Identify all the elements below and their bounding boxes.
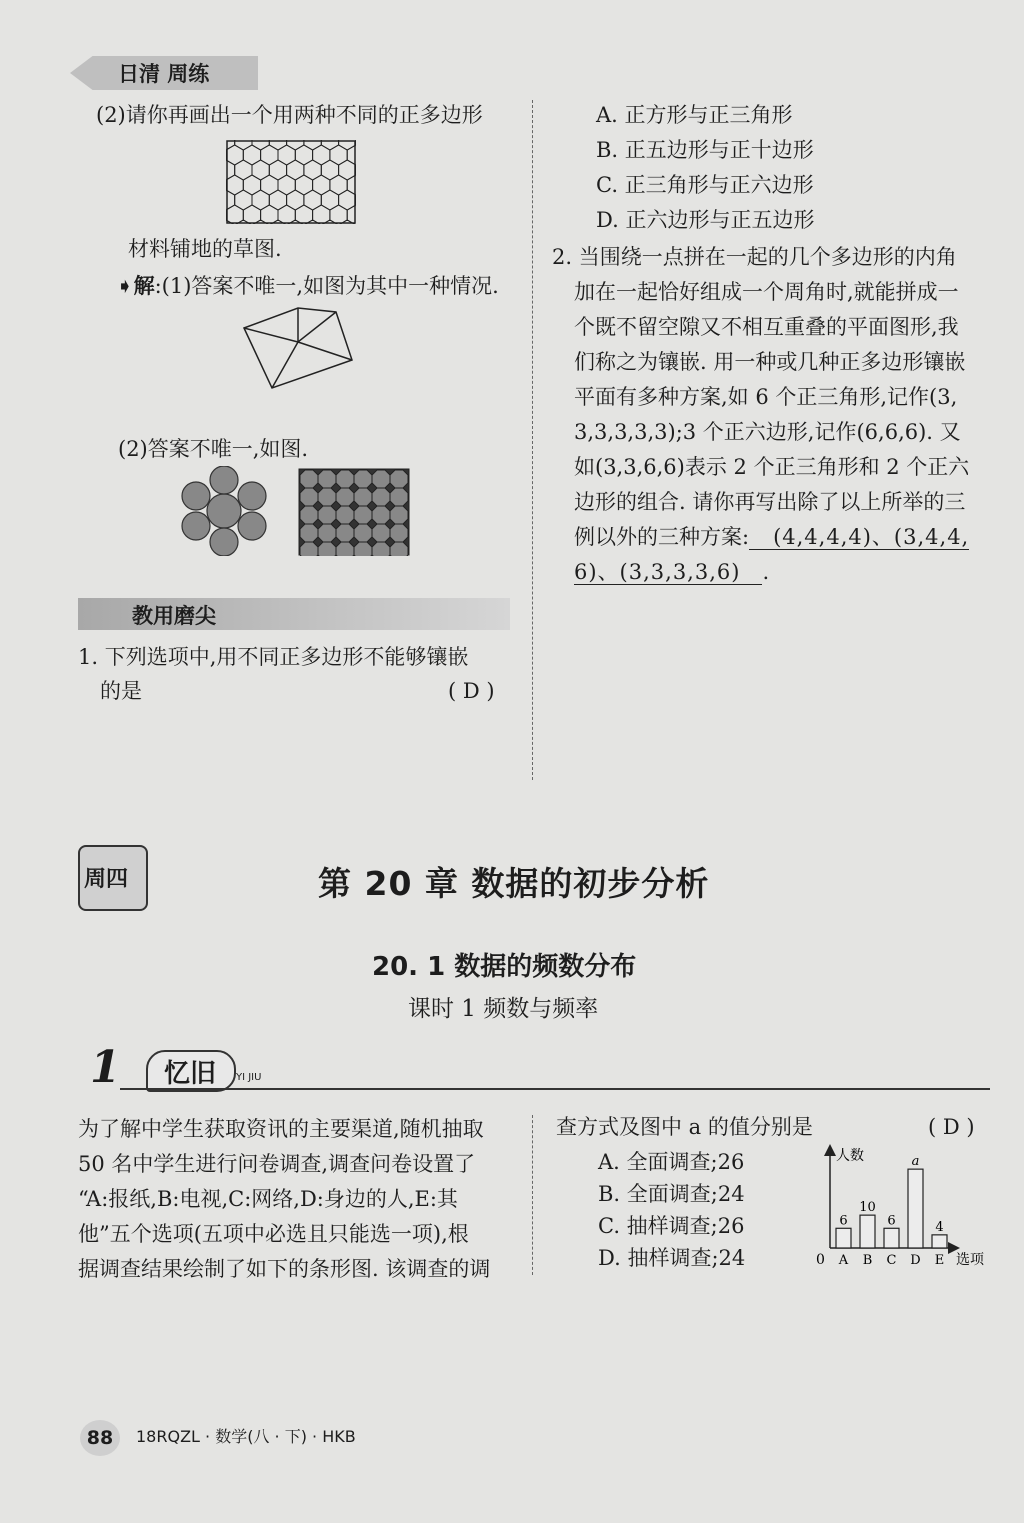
review-question-text xyxy=(78,1112,490,1287)
solution-1 xyxy=(116,268,499,304)
octagon-cell xyxy=(372,488,390,506)
review-line: 他”五个选项(五项中必选且只能选一项),根 xyxy=(78,1222,469,1246)
section-title-20-1: 20. 1 数据的频数分布 xyxy=(372,952,637,982)
octagon-cell xyxy=(372,524,390,542)
q2-line: 加在一起恰好组成一个周角时,就能拼成一 xyxy=(574,280,959,304)
octagon-cell xyxy=(318,524,336,542)
bar-value-label-C: 6 xyxy=(887,1213,896,1229)
octagon-cell xyxy=(336,524,354,542)
q2-prompt-cont: 材料铺地的草图. xyxy=(128,237,282,261)
q2-prompt: (2)请你再画出一个用两种不同的正多边形 xyxy=(96,103,483,127)
review-answer: ( D ) xyxy=(928,1115,975,1139)
review-pinyin: YI JIU xyxy=(236,1072,262,1083)
bar-E xyxy=(932,1235,947,1248)
bar-chart xyxy=(810,1142,994,1272)
footer-book-code: 18RQZL · 数学(八 · 下) · HKB xyxy=(136,1427,356,1446)
review-option-d: D. 抽样调查;24 xyxy=(598,1246,746,1270)
y-axis-label: 人数 xyxy=(836,1148,864,1164)
octagon-cell xyxy=(354,506,372,524)
header-tag-label: 日清 周练 xyxy=(118,62,210,86)
review-number: 1 xyxy=(90,1042,121,1093)
octagon-cell xyxy=(354,470,372,488)
quadrilateral-tiling-figure xyxy=(240,302,360,392)
review-divider xyxy=(120,1088,990,1090)
octagon-cell xyxy=(300,470,318,488)
x-tick-label-A: A xyxy=(838,1253,849,1268)
bar-value-label-E: 4 xyxy=(935,1219,944,1235)
octagon-cell xyxy=(390,506,408,524)
octagon-cell xyxy=(354,542,372,556)
review-right-line: 查方式及图中 a 的值分别是 xyxy=(556,1115,813,1139)
bar-C xyxy=(884,1228,899,1248)
q2-line: 们称之为镶嵌. 用一种或几种正多边形镶嵌 xyxy=(574,350,966,374)
solution-label: 解 xyxy=(133,273,155,298)
solution-arrow-icon: ➧ xyxy=(116,274,134,298)
q2-line: 个既不留空隙又不相互重叠的平面图形,我 xyxy=(574,315,959,339)
q2-line: 2. 当围绕一点拼在一起的几个多边形的内角 xyxy=(552,245,957,269)
octagon-cell xyxy=(300,524,318,542)
bar-value-label-B: 10 xyxy=(859,1200,876,1216)
bar-A xyxy=(836,1228,851,1248)
octagon-cell xyxy=(300,542,318,556)
octagon-cell xyxy=(336,488,354,506)
octagon-cell xyxy=(354,524,372,542)
review-label: 忆旧 xyxy=(164,1059,217,1089)
option-d: D. 正六边形与正五边形 xyxy=(596,208,815,232)
review-option-c: C. 抽样调查;26 xyxy=(598,1214,745,1238)
octagon-cell xyxy=(372,470,390,488)
octagon-cell xyxy=(300,506,318,524)
q2-line: 平面有多种方案,如 6 个正三角形,记作(3, xyxy=(574,385,958,409)
option-c: C. 正三角形与正六边形 xyxy=(596,173,814,197)
lesson-title: 课时 1 频数与频率 xyxy=(408,996,599,1022)
weekday-label: 周四 xyxy=(84,867,129,892)
solution-2: (2)答案不唯一,如图. xyxy=(118,437,309,461)
octagon-cell xyxy=(318,506,336,524)
bar-B xyxy=(860,1215,875,1248)
octagon-cell xyxy=(372,506,390,524)
review-line: 据调查结果绘制了如下的条形图. 该调查的调 xyxy=(78,1257,491,1281)
q2-answer-2: 6)、(3,3,3,3,6) xyxy=(574,560,762,585)
octagon-cell xyxy=(390,542,408,556)
q2-last-prefix: 例以外的三种方案: xyxy=(574,525,750,549)
q2-answer-1: (4,4,4,4)、(3,4,4, xyxy=(749,525,969,550)
q2-line: 3,3,3,3,3);3 个正六边形,记作(6,6,6). 又 xyxy=(574,420,961,444)
octagon-cell xyxy=(318,488,336,506)
section-q1-answer: ( D ) xyxy=(448,679,495,703)
bar-value-label-D: a xyxy=(911,1154,920,1170)
x-tick-label-C: C xyxy=(886,1253,897,1268)
review-option-b: B. 全面调查;24 xyxy=(598,1182,745,1206)
octagon-cell xyxy=(354,488,372,506)
review-line: 50 名中学生进行问卷调查,调查问卷设置了 xyxy=(78,1152,476,1176)
octagon-cell xyxy=(372,542,390,556)
chapter-title: 第 20 章 数据的初步分析 xyxy=(318,864,710,903)
origin-label: 0 xyxy=(816,1252,825,1268)
q2-last-line xyxy=(552,520,969,555)
section-q1-line1: 1. 下列选项中,用不同正多边形不能够镶嵌 xyxy=(78,645,469,669)
octagon-cell xyxy=(390,488,408,506)
review-option-a: A. 全面调查;26 xyxy=(598,1150,745,1174)
octagon-cell xyxy=(336,470,354,488)
option-b: B. 正五边形与正十边形 xyxy=(596,138,814,162)
octagon-cell xyxy=(390,470,408,488)
x-axis-label: 选项 xyxy=(956,1252,984,1268)
review-line: “A:报纸,B:电视,C:网络,D:身边的人,E:其 xyxy=(78,1187,458,1211)
section-q1-line2: 的是 xyxy=(100,679,142,703)
bar-value-label-A: 6 xyxy=(839,1213,848,1229)
q2-end: . xyxy=(762,560,770,584)
column-divider xyxy=(532,100,533,780)
q2-line: 边形的组合. 请你再写出除了以上所举的三 xyxy=(574,490,966,514)
octagon-cell xyxy=(336,542,354,556)
octagon-cell xyxy=(390,524,408,542)
solution-1-text: :(1)答案不唯一,如图为其中一种情况. xyxy=(154,274,499,298)
section-title: 教用磨尖 xyxy=(132,604,216,628)
review-line: 为了解中学生获取资讯的主要渠道,随机抽取 xyxy=(78,1117,484,1141)
x-tick-label-B: B xyxy=(862,1253,873,1268)
octagon-cell xyxy=(300,488,318,506)
q2-line: 如(3,3,6,6)表示 2 个正三角形和 2 个正六 xyxy=(574,455,970,479)
octagon-circle-figure xyxy=(176,466,272,556)
octagon-cell xyxy=(318,542,336,556)
x-tick-label-E: E xyxy=(934,1253,945,1268)
review-options xyxy=(598,1146,745,1274)
q2-answer-line xyxy=(552,555,969,590)
octagon-square-tiling-figure xyxy=(298,468,410,556)
question-2-text xyxy=(552,240,969,590)
x-tick-label-D: D xyxy=(910,1253,921,1268)
bar-D xyxy=(908,1169,923,1248)
option-a: A. 正方形与正三角形 xyxy=(596,103,793,127)
page-number: 88 xyxy=(80,1420,120,1456)
octagon-cell xyxy=(336,506,354,524)
column-divider-bottom xyxy=(532,1115,533,1275)
option-list xyxy=(596,98,814,238)
hexagon-tiling-figure xyxy=(226,140,356,224)
octagon-cell xyxy=(318,470,336,488)
